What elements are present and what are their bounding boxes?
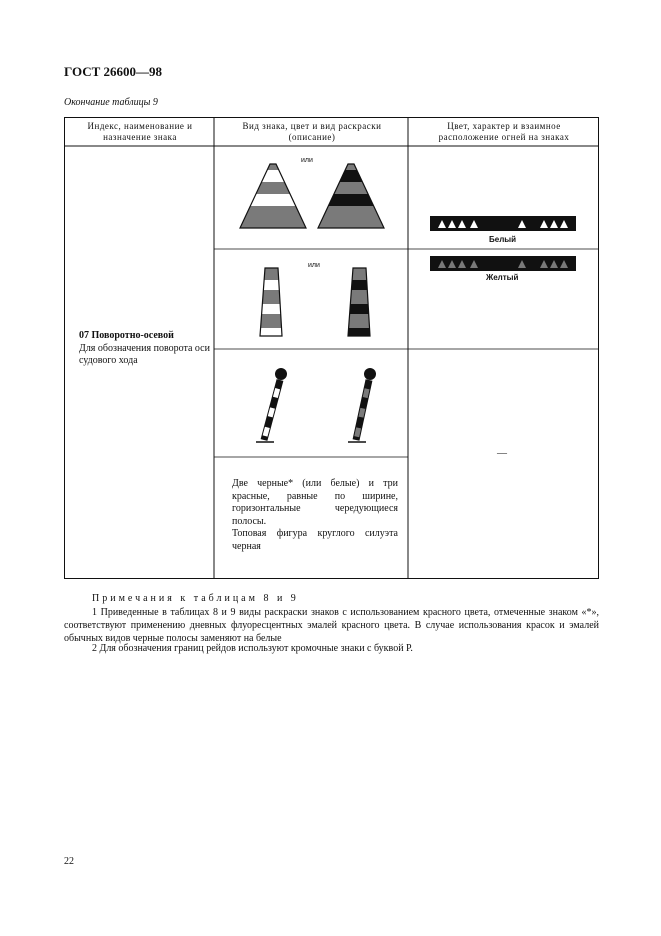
note-1: 1 Приведенные в таблицах 8 и 9 виды раскраски знаков с использованием красного цвета, отмеченные знаком «*», соответствуют применению дневных флуоресцентных эмалей красного цвета. В случае использования красок и эмалей обычных видов черные полосы заменяют на белые — [64, 607, 599, 644]
sign-label — [79, 330, 217, 368]
column-header-index — [66, 121, 214, 143]
document-title: ГОСТ 26600—98 — [64, 64, 163, 79]
header-line: (описание) — [288, 132, 336, 142]
table-caption: Окончание таблицы 9 — [64, 97, 158, 108]
cone-white-variant — [232, 158, 312, 228]
header-line: назначение знака — [103, 132, 177, 142]
pole-sign-right — [348, 368, 376, 442]
note-2: 2 Для обозначения границ рейдов используют кромочные знаки с буквой Р. — [92, 643, 413, 654]
header-line: Индекс, наименование и — [87, 121, 193, 131]
description-stripes: Две черные* (или белые) и три красные, равные по ширине, горизонтальные чередующиеся полосы. — [232, 478, 398, 527]
description-topmark: Топовая фигура круглого силуэта черная — [232, 528, 398, 552]
cone-black-variant — [312, 158, 392, 228]
column-signs-illustration — [250, 266, 380, 338]
column-header-appearance — [216, 121, 408, 143]
pole-sign-left — [256, 368, 287, 442]
sign-code: 07 — [79, 330, 89, 341]
lights-illustration — [430, 216, 576, 272]
page-number: 22 — [64, 856, 74, 867]
or-label: или — [301, 157, 313, 164]
column-header-lights — [410, 121, 598, 143]
pole-signs-illustration — [250, 362, 390, 446]
sign-name: Поворотно-осевой — [91, 330, 174, 341]
or-label: или — [308, 262, 320, 269]
header-line: Вид знака, цвет и вид раскраски — [242, 121, 382, 131]
empty-lights-dash: — — [497, 448, 507, 459]
column-white-variant — [250, 266, 290, 336]
header-line: Цвет, характер и взаимное — [447, 121, 561, 131]
white-light-label: Белый — [489, 235, 517, 244]
cone-signs-illustration — [232, 158, 402, 236]
header-line: расположение огней на знаках — [438, 132, 570, 142]
notes-title: Примечания к таблицам 8 и 9 — [92, 593, 299, 604]
sign-description — [232, 478, 398, 553]
column-black-variant — [340, 266, 380, 336]
yellow-light-label: Желтый — [486, 273, 519, 282]
sign-purpose: Для обозначения поворота оси судового хода — [79, 342, 210, 366]
